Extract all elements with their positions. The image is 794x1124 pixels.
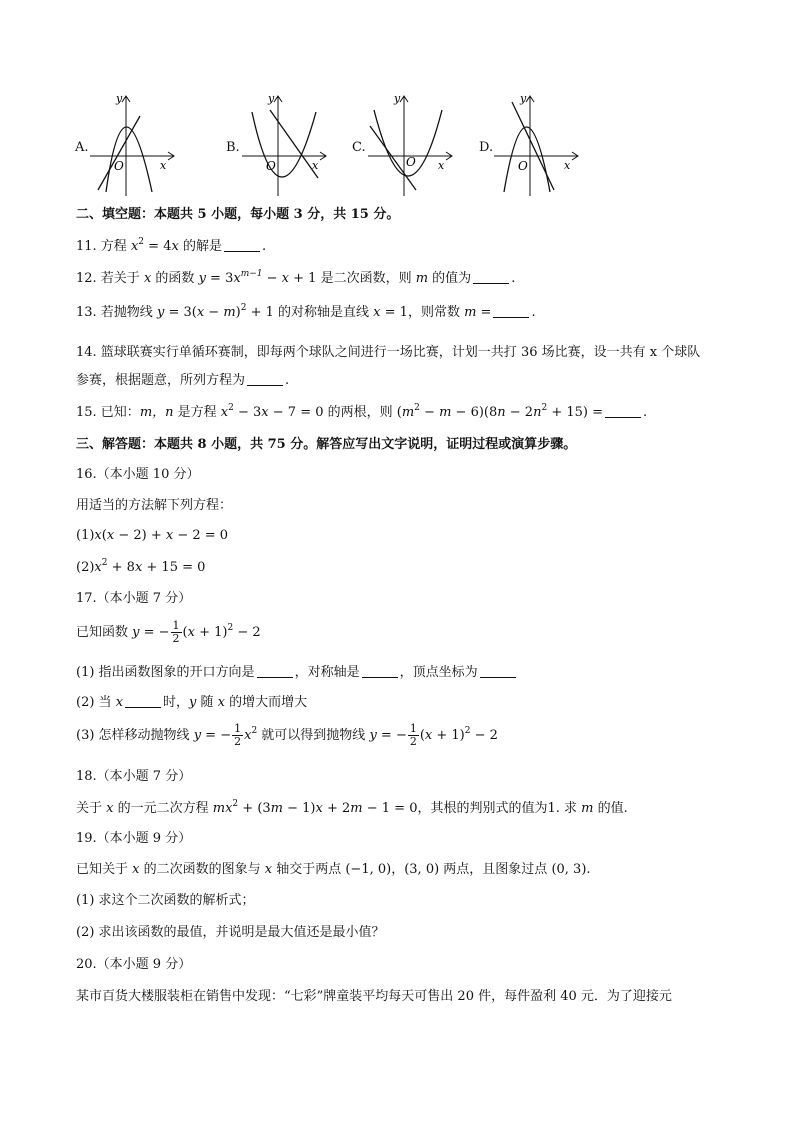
a-x-label: x bbox=[160, 159, 167, 172]
b-x-label: x bbox=[312, 159, 319, 172]
answer-blank[interactable] bbox=[480, 665, 516, 678]
q18-text: 关于 x 的一元二次方程 $mx^2 + (3m - 1)x + 2m - 1 = 0$，其根的判别式的值为1. 求 m 的值. bbox=[76, 799, 628, 816]
question-12: 12. 若关于 x 的函数 $y = 3x^{m-1} - x + 1$ 是二次函数，则 m 的值为 . bbox=[76, 269, 516, 286]
q17-part1: (1) 指出函数图象的开口方向是 ，对称轴是 ，顶点坐标为 bbox=[76, 664, 518, 682]
q19-part2: (2) 求出该函数的最值，并说明是最大值还是最小值？ bbox=[76, 925, 385, 940]
d-y-label: y bbox=[520, 92, 527, 105]
c-origin-label: O bbox=[406, 155, 416, 169]
section2-heading: 二、填空题：本题共 5 小题，每小题 3 分，共 15 分。 bbox=[76, 207, 400, 222]
option-d-label: D. bbox=[479, 140, 494, 155]
option-a-label: A. bbox=[75, 140, 89, 155]
answer-blank[interactable] bbox=[473, 271, 509, 284]
answer-blank[interactable] bbox=[605, 405, 641, 418]
b-y-label: y bbox=[268, 92, 275, 105]
q17-given: 已知函数 y = − $\frac{1}{2}$ $(x + 1)^2 - 2$ bbox=[76, 619, 261, 645]
answer-blank[interactable] bbox=[247, 373, 283, 386]
q16-part2: $(2)x^2 + 8x + 15 = 0$ bbox=[76, 558, 206, 575]
q16-instruction: 用适当的方法解下列方程： bbox=[76, 498, 233, 513]
question-11: 11. 方程 $x^2 = 4x$ 的解是 . bbox=[76, 237, 267, 254]
option-d-graph bbox=[492, 92, 582, 198]
a-origin-label: O bbox=[114, 159, 124, 173]
d-origin-label: O bbox=[518, 159, 528, 173]
section3-heading: 三、解答题：本题共 8 小题，共 75 分。解答应写出文字说明，证明过程或演算步骤。 bbox=[76, 437, 577, 452]
q17-part2: (2) 当 x 时，y 随 x 的增大而增大 bbox=[76, 695, 308, 710]
option-b-graph bbox=[240, 92, 330, 198]
d-x-label: x bbox=[564, 159, 571, 172]
q17-title: 17.（本小题 7 分） bbox=[76, 591, 192, 606]
option-a-graph bbox=[88, 92, 178, 198]
answer-blank[interactable] bbox=[362, 665, 398, 678]
question-15: 15. 已知：m，n 是方程 $x^2 - 3x - 7 = 0$ 的两根，则 $(m^2 - m - 6)(8n - 2n^2 + 15)$ = . bbox=[76, 403, 648, 420]
question-14-line1: 14. 篮球联赛实行单循环赛制，即每两个球队之间进行一场比赛，计划一共打 36 场比赛，设一共有 x 个球队 bbox=[76, 345, 701, 360]
option-c-graph bbox=[366, 92, 456, 198]
q19-title: 19.（本小题 9 分） bbox=[76, 831, 192, 846]
option-c-label: C. bbox=[352, 140, 366, 155]
c-x-label: x bbox=[438, 159, 445, 172]
b-origin-label: O bbox=[266, 159, 276, 173]
option-b-label: B. bbox=[226, 140, 240, 155]
answer-blank[interactable] bbox=[257, 665, 293, 678]
q20-title: 20.（本小题 9 分） bbox=[76, 957, 192, 972]
q20-text: 某市百货大楼服装柜在销售中发现：“七彩”牌童装平均每天可售出 20 件，每件盈利 40 元．为了迎接元 bbox=[76, 989, 672, 1004]
a-y-label: y bbox=[116, 92, 123, 105]
answer-blank[interactable] bbox=[224, 239, 260, 252]
q18-title: 18.（本小题 7 分） bbox=[76, 769, 192, 784]
answer-blank[interactable] bbox=[125, 695, 161, 708]
question-13: 13. 若抛物线 $y = 3(x - m)^2 + 1$ 的对称轴是直线 x = 1，则常数 m = . bbox=[76, 303, 536, 320]
q19-text: 已知关于 x 的二次函数的图象与 x 轴交于两点 (−1, 0)，(3, 0) 两点，且图象过点 (0, 3). bbox=[76, 862, 591, 877]
c-y-label: y bbox=[394, 92, 401, 105]
q19-part1: (1) 求这个二次函数的解析式； bbox=[76, 893, 255, 908]
question-14-line2: 参赛，根据题意，所列方程为 . bbox=[76, 373, 290, 388]
q17-part3: (3) 怎样移动抛物线 y = − $\frac{1}{2}$ $x^2$ 就可以得到抛物线 y = − $\frac{1}{2}$ $(x + 1)^2 - 2$ bbox=[76, 722, 498, 748]
answer-blank[interactable] bbox=[493, 305, 529, 318]
q16-part1: (1)x(x − 2) + x − 2 = 0 bbox=[76, 528, 229, 543]
q16-title: 16.（本小题 10 分） bbox=[76, 467, 200, 482]
